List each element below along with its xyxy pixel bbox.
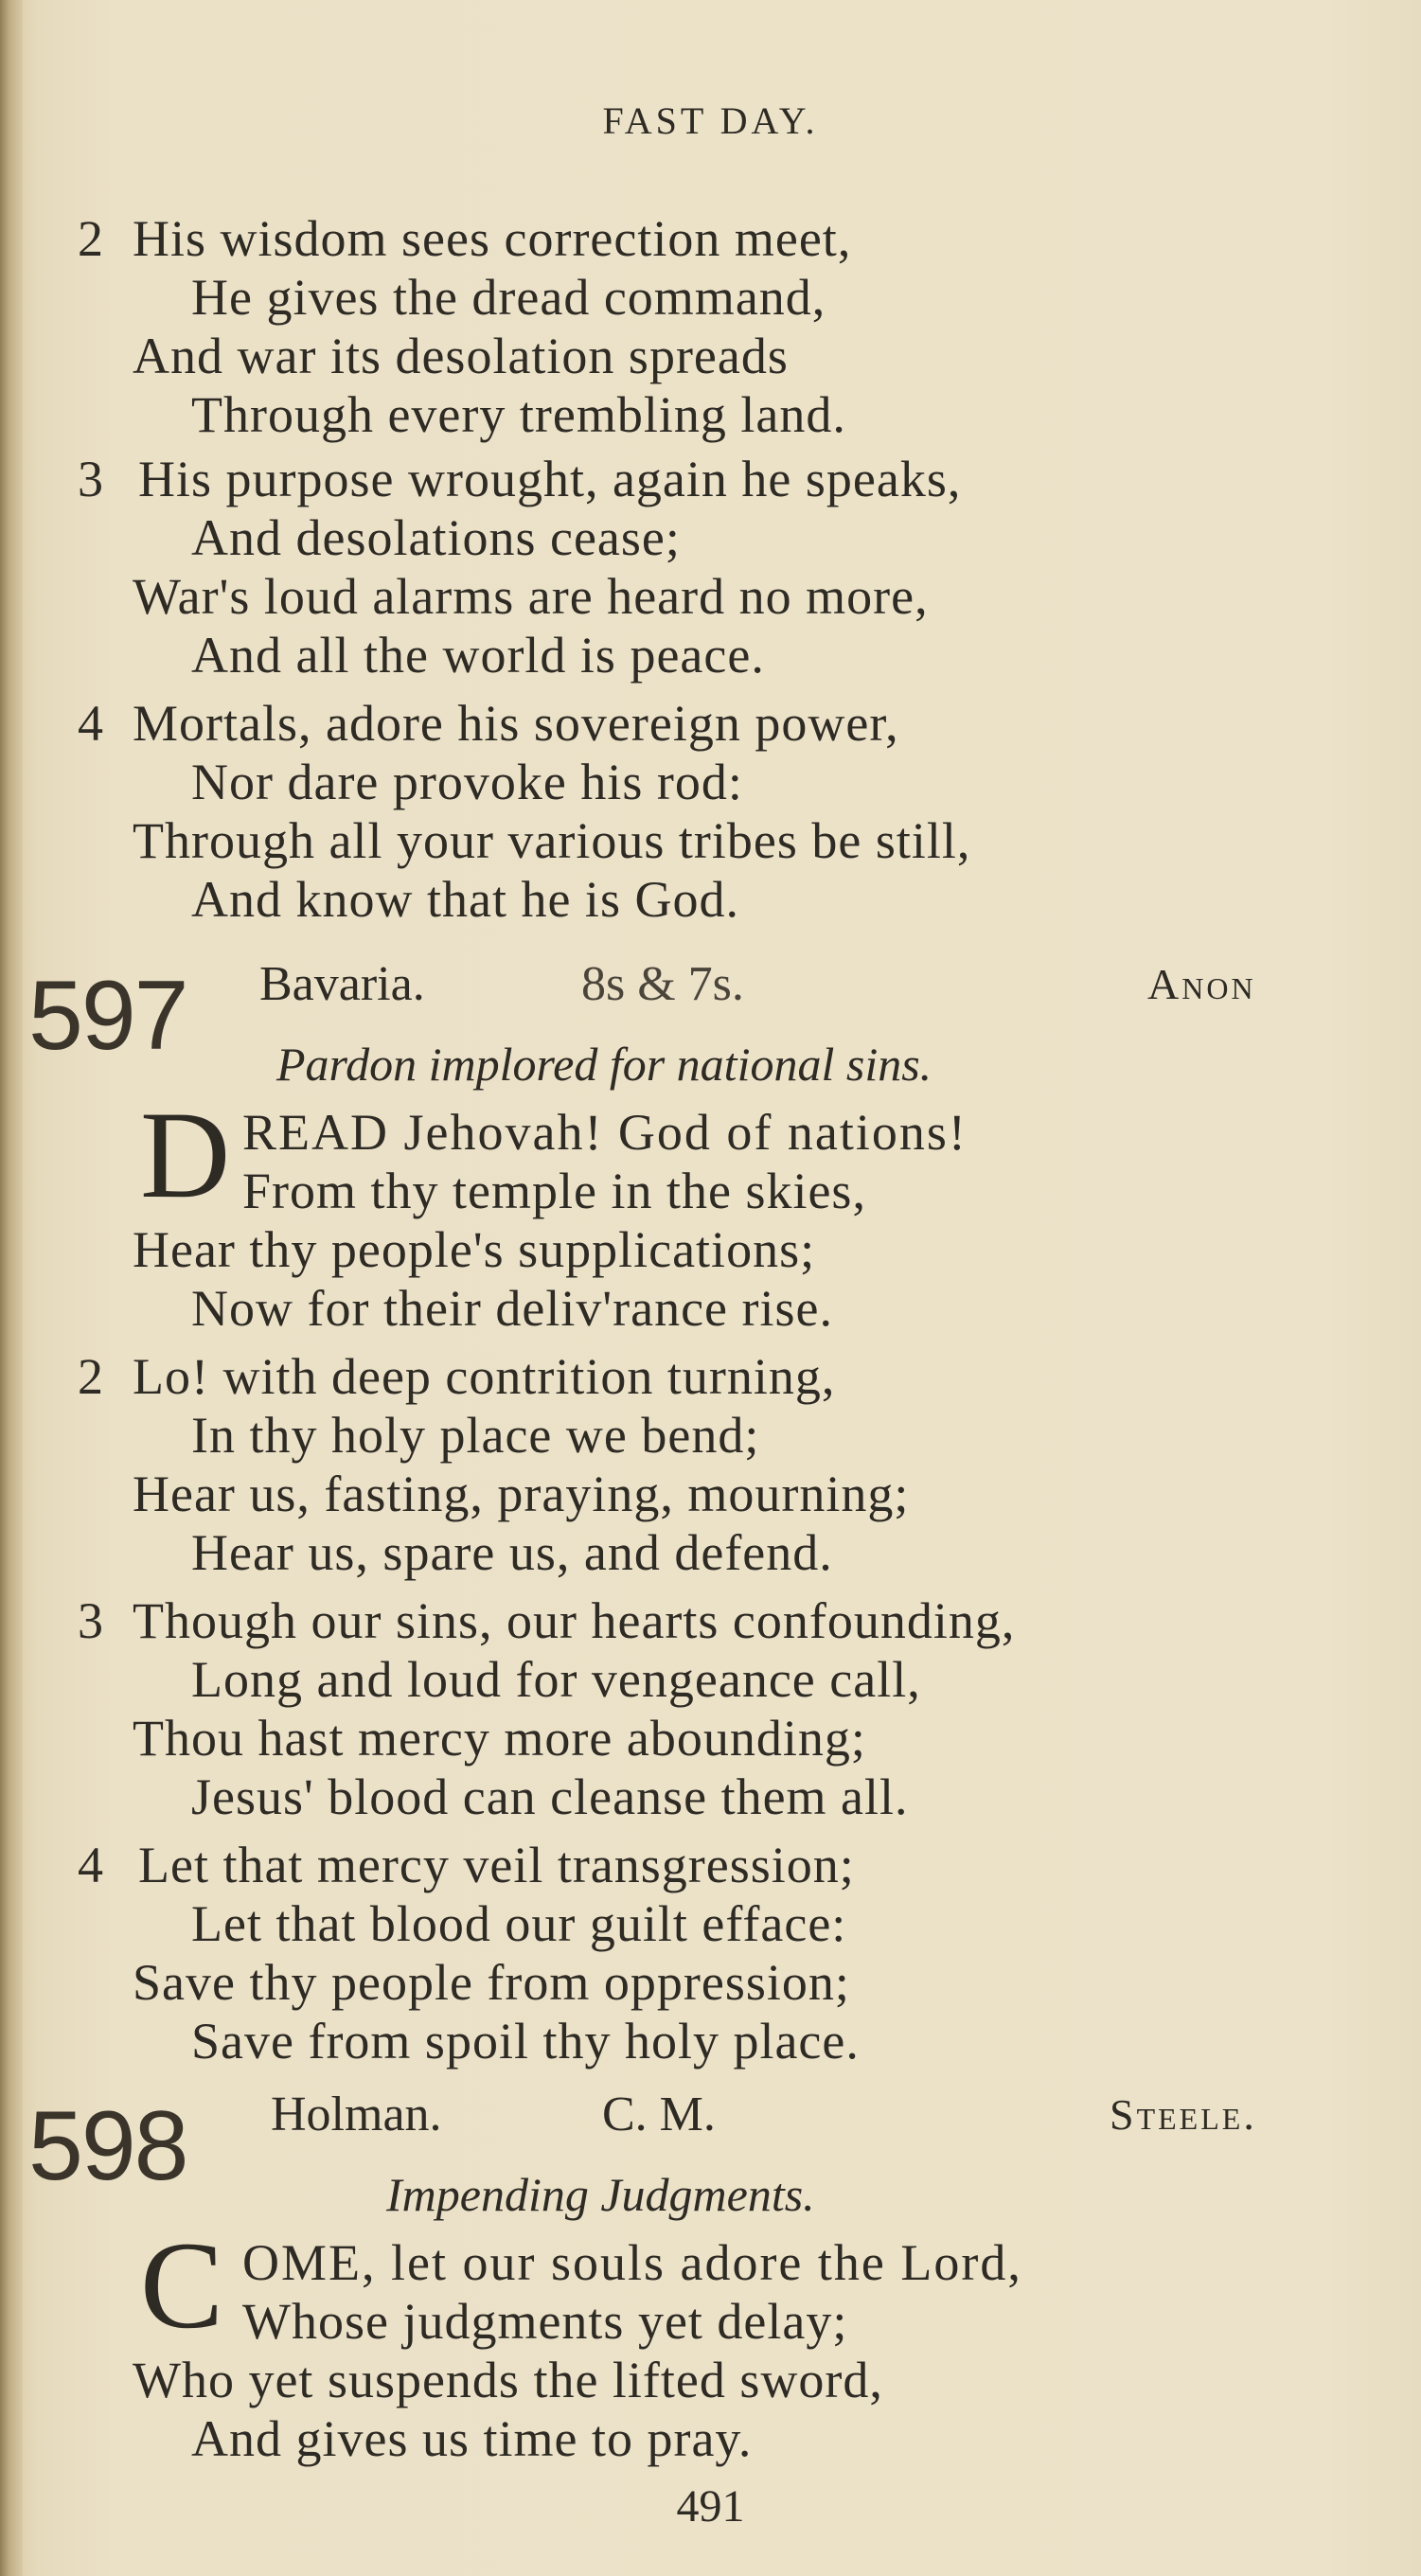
verse-number: 2: [78, 1348, 103, 1405]
meter: C. M.: [602, 2087, 716, 2141]
verse-number: 3: [78, 1592, 103, 1649]
verse-line: Hear us, fasting, praying, mourning;: [133, 1466, 910, 1522]
verse-line: Long and loud for vengeance call,: [191, 1651, 921, 1708]
verse-line: He gives the dread command,: [191, 269, 826, 326]
verse-number: 4: [78, 1837, 103, 1893]
verse-number: 2: [78, 210, 103, 267]
meter: 8s & 7s.: [581, 957, 744, 1011]
drop-cap: D: [140, 1085, 231, 1224]
verse-line: And gives us time to pray.: [191, 2410, 753, 2467]
verse-line: War's loud alarms are heard no more,: [133, 568, 929, 625]
author: Anon: [1147, 960, 1256, 1008]
verse-line: Whose judgments yet delay;: [242, 2293, 848, 2350]
verse-line: Who yet suspends the lifted sword,: [133, 2352, 883, 2408]
verse-line: Now for their deliv'rance rise.: [191, 1280, 833, 1337]
verse-line: Though our sins, our hearts confounding,: [133, 1592, 1016, 1649]
verse-line: Let that mercy veil transgression;: [138, 1837, 855, 1893]
verse-line: Through every trembling land.: [191, 386, 846, 443]
tune-name: Holman.: [271, 2087, 442, 2141]
running-header: FAST DAY.: [602, 99, 819, 142]
verse-line: Hear thy people's supplications;: [133, 1221, 816, 1278]
verse-line: Hear us, spare us, and defend.: [191, 1524, 833, 1581]
verse-line: And all the world is peace.: [191, 627, 765, 684]
drop-cap: C: [140, 2215, 224, 2354]
verse-line: Mortals, adore his sovereign power,: [133, 695, 899, 752]
verse-line: Thou hast mercy more abounding;: [133, 1710, 866, 1767]
verse-number: 4: [78, 695, 103, 752]
verse-line: In thy holy place we bend;: [191, 1407, 760, 1464]
verse-line: OME, let our souls adore the Lord,: [242, 2234, 1022, 2291]
verse-line: His wisdom sees correction meet,: [133, 210, 852, 267]
verse-line: Jesus' blood can cleanse them all.: [191, 1768, 909, 1825]
hymn-number: 597: [28, 961, 187, 1071]
verse-line: And desolations cease;: [191, 509, 681, 566]
verse-line: Lo! with deep contrition turning,: [133, 1348, 836, 1405]
author: Steele.: [1110, 2090, 1257, 2139]
tune-name: Bavaria.: [259, 957, 425, 1011]
verse-line: READ Jehovah! God of nations!: [242, 1104, 968, 1161]
verse-line: Through all your various tribes be still,: [133, 812, 971, 869]
hymn-subtitle: Pardon implored for national sins.: [276, 1038, 933, 1091]
hymn-subtitle: Impending Judgments.: [386, 2168, 815, 2221]
verse-line: Nor dare provoke his rod:: [191, 754, 743, 810]
verse-line: And war its desolation spreads: [133, 328, 789, 384]
verse-line: From thy temple in the skies,: [242, 1163, 866, 1219]
verse-line: Save from spoil thy holy place.: [191, 2013, 860, 2070]
verse-line: Let that blood our guilt efface:: [191, 1895, 847, 1952]
hymn-number: 598: [28, 2091, 187, 2201]
page-number: 491: [676, 2481, 745, 2532]
verse-line: His purpose wrought, again he speaks,: [138, 451, 962, 507]
book-spine-edge: [0, 0, 23, 2576]
verse-line: And know that he is God.: [191, 871, 739, 928]
verse-number: 3: [78, 451, 103, 507]
verse-line: Save thy people from oppression;: [133, 1954, 850, 2011]
